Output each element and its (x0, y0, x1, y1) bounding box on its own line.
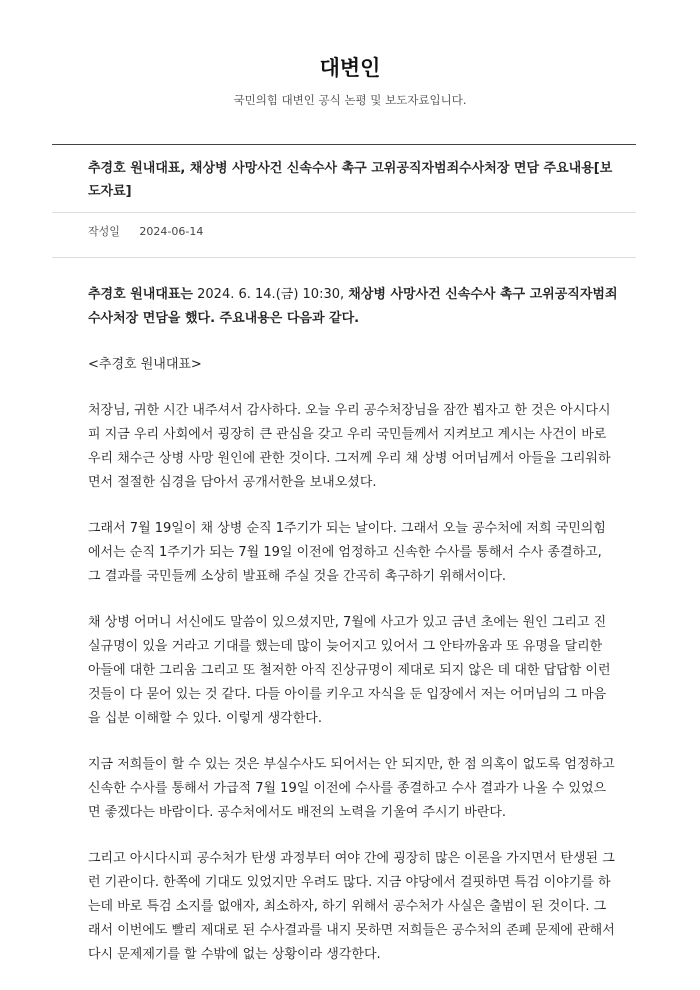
intro-paragraph (88, 283, 618, 331)
date-label: 작성일 (88, 225, 120, 238)
paragraph: 그래서 7월 19일이 채 상병 순직 1주기가 되는 날이다. 그래서 오늘 공수처에 저희 국민의힘에서는 순직 1주기가 되는 7월 19일 이전에 엄정하고 신속한 수사를 통해서 수사 종결하고, 그 결과를 국민들께 소상히 발표해 주실 것을 간곡히 촉구하기 위해서이다. (88, 521, 606, 584)
paragraph: 처장님, 귀한 시간 내주셔서 감사하다. 오늘 우리 공수처장님을 잠깐 뵙자고 한 것은 아시다시피 지금 우리 사회에서 굉장히 큰 관심을 갖고 우리 국민들께서 지켜보고 계시는 사건이 바로 우리 채수근 상병 사망 원인에 관한 것이다. 그저께 우리 채 상병 어머님께서 아들을 그리워하면서 절절한 심경을 담아서 공개서한을 보내오셨다. (88, 403, 611, 490)
article-body (88, 283, 618, 989)
intro-datetime: 2024. 6. 14.(금) 10:30, (193, 287, 349, 302)
paragraph: 지금 저희들이 할 수 있는 것은 부실수사도 되어서는 안 되지만, 한 점 의혹이 없도록 엄정하고 신속한 수사를 통해서 가급적 7월 19일 이전에 수사를 종결하고 수사 결과가 나올 수 있었으면 좋겠다는 바람이다. 공수처에서도 배전의 노력을 기울여 주시기 바란다. (88, 757, 615, 820)
paragraph: 채 상병 어머니 서신에도 말씀이 있으셨지만, 7월에 사고가 있고 금년 초에는 원인 그리고 진실규명이 있을 거라고 기대를 했는데 많이 늦어지고 있어서 그 안타까움과 또 유명을 달리한 아들에 대한 그리움 그리고 또 철저한 아직 진상규명이 제대로 되지 않은 데 대한 답답함 이런 것들이 다 묻어 있는 것 같다. 다들 아이를 키우고 자식을 둔 입장에서 저는 어머님의 그 마음을 십분 이해할 수 있다. 이렇게 생각한다. (88, 615, 611, 726)
meta-divider (52, 257, 636, 258)
post-title: 추경호 원내대표, 채상병 사망사건 신속수사 촉구 고위공직자범죄수사처장 면담 주요내용[보도자료] (88, 161, 613, 199)
site-title[interactable]: 대변인 (319, 56, 381, 80)
site-subtitle: 국민의힘 대변인 공식 논평 및 보도자료입니다. (233, 93, 467, 107)
intro-bold-summary: 채상병 사망사건 신속수사 촉구 고위공직자범죄수사처장 면담을 했다. 주요내용은 다음과 같다. (88, 287, 618, 326)
speaker-label: <추경호 원내대표> (88, 357, 202, 372)
header-divider (52, 144, 636, 145)
post-meta (88, 223, 203, 239)
post-date: 2024-06-14 (139, 225, 204, 238)
title-divider (52, 212, 636, 213)
paragraph: 그리고 아시다시피 공수처가 탄생 과정부터 여야 간에 굉장히 많은 이론을 가지면서 탄생된 그런 기관이다. 한쪽에 기대도 있었지만 우려도 많다. 지금 야당에서 걸핏하면 특검 이야기를 하는데 바로 특검 소지를 없애자, 최소하자, 하기 위해서 공수처가 사실은 출범이 된 것이다. 그래서 이번에도 빨리 제대로 된 수사결과를 내지 못하면 저희들은 공수처의 존폐 문제에 관해서 다시 문제제기를 할 수밖에 없는 상황이라 생각한다. (88, 851, 615, 962)
intro-bold-subject: 추경호 원내대표는 (88, 287, 193, 302)
